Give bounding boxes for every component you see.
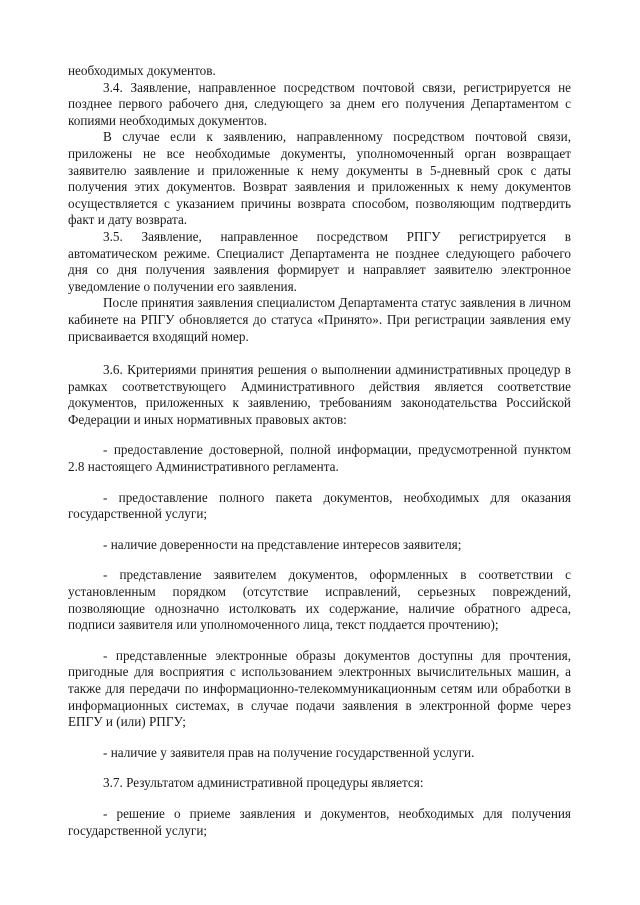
- document-page: [68, 63, 571, 839]
- paragraph-3-6: 3.6. Критериями принятия решения о выполнении административных процедур в рамках соответствующего Административного действия является соответствие документов, приложенных к заявлению, требованиям законодательства Российской Федерации и иных нормативных правовых актов:: [68, 362, 571, 427]
- criteria-item-document-format: - представление заявителем документов, оформленных в соответствии с установленным порядком (отсутствие исправлений, серьезных повреждений, позволяющие однозначно истолковать их содержание, наличие обратного адреса, подписи заявителя или уполномоченного лица, текст поддается прочтению);: [68, 567, 571, 633]
- paragraph-3-5: 3.5. Заявление, направленное посредством РПГУ регистрируется в автоматическом режиме. Специалист Департамента не позднее следующего рабочего дня со дня получения заявления формирует и направляет заявителю электронное уведомление о получении его заявления.: [68, 228, 571, 294]
- criteria-item-full-package: - предоставление полного пакета документов, необходимых для оказания государственной услуги;: [68, 489, 571, 522]
- paragraph-status-accepted: После принятия заявления специалистом Департамента статус заявления в личном кабинете на РПГУ обновляется до статуса «Принято». При регистрации заявления ему присваивается входящий номер.: [68, 295, 571, 344]
- paragraph-3-4: 3.4. Заявление, направленное посредством почтовой связи, регистрируется не позднее первого рабочего дня, следующего за днем его получения Департаментом с копиями необходимых документов.: [68, 79, 571, 128]
- paragraph-continuation: необходимых документов.: [68, 63, 216, 78]
- paragraph-3-7: 3.7. Результатом административной процедуры является:: [103, 775, 424, 791]
- result-item-decision: - решение о приеме заявления и документов, необходимых для получения государственной услуги;: [68, 805, 571, 838]
- paragraph-mail-return: В случае если к заявлению, направленному посредством почтовой связи, приложены не все необходимые документы, уполномоченный орган возвращает заявителю заявление и приложенные к нему документы в 5-дневный срок с даты получения этих документов. Возврат заявления и приложенных к нему документов осуществляется с указанием причины возврата способом, позволяющим подтвердить факт и дату возврата.: [68, 129, 571, 228]
- criteria-item-rights: - наличие у заявителя прав на получение государственной услуги.: [103, 744, 475, 760]
- criteria-item-electronic-images: - представленные электронные образы документов доступны для прочтения, пригодные для восприятия с использованием электронных вычислительных машин, а также для передачи по информационно-телекоммуникационным сетям или обработки в информационных системах, в случае подачи заявления в электронной форме через ЕПГУ и (или) РПГУ;: [68, 647, 571, 730]
- criteria-item-power-of-attorney: - наличие доверенности на представление интересов заявителя;: [103, 536, 462, 552]
- criteria-item-info: - предоставление достоверной, полной информации, предусмотренной пунктом 2.8 настоящего Административного регламента.: [68, 442, 571, 475]
